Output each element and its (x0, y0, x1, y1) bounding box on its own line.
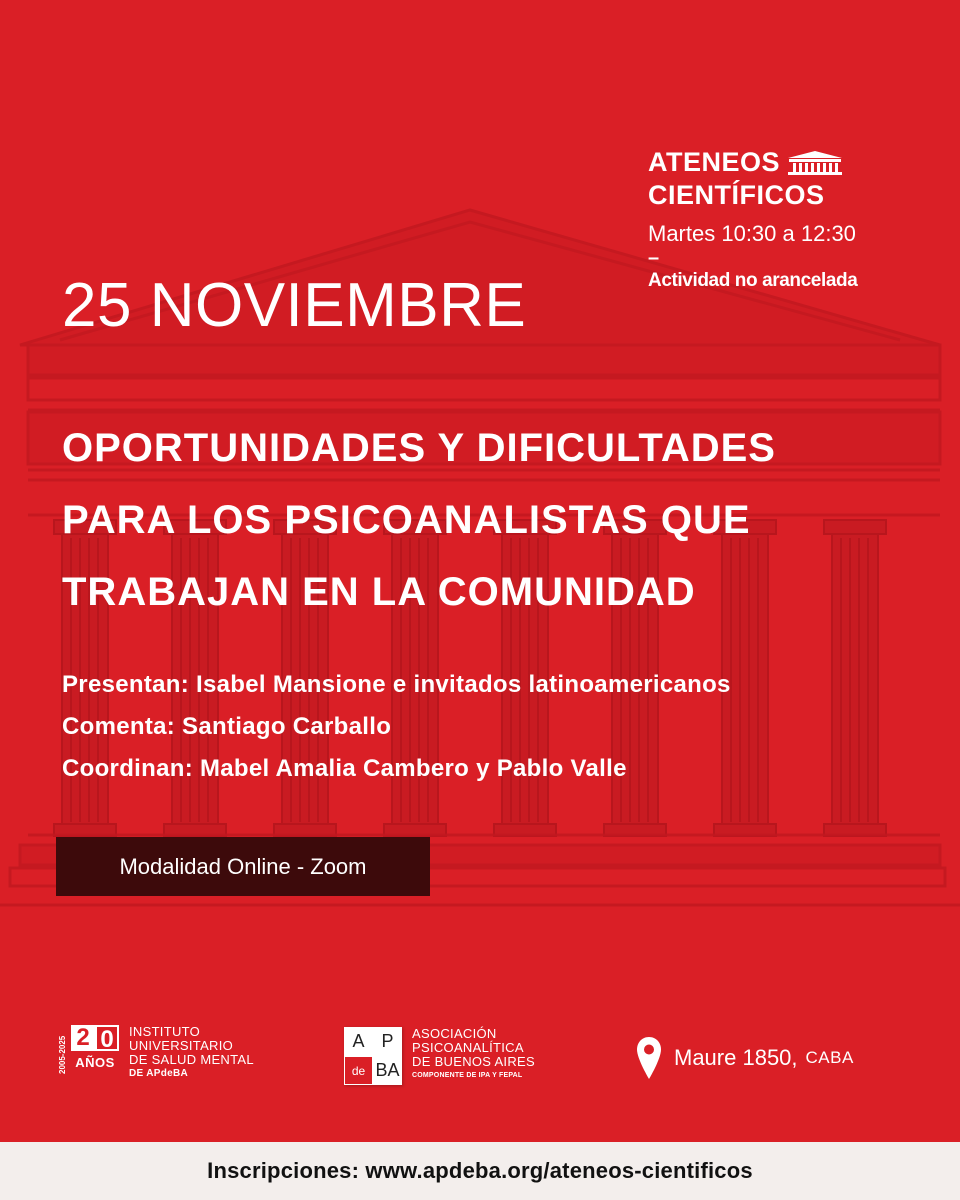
event-title-line: OPORTUNIDADES Y DIFICULTADES (62, 426, 776, 470)
commentator-line: Comenta: Santiago Carballo (62, 713, 392, 740)
iusm-line: DE APdeBA (129, 1068, 189, 1079)
event-title-line: PARA LOS PSICOANALISTAS QUE (62, 498, 751, 542)
apdeba-line: DE BUENOS AIRES (412, 1054, 535, 1069)
presenters-line: Presentan: Isabel Mansione e invitados latinoamericanos (62, 671, 731, 698)
iusm-anos: AÑOS (75, 1055, 115, 1070)
schedule: Martes 10:30 a 12:30 (648, 221, 856, 246)
apdeba-letter: A (344, 1027, 373, 1056)
fee-note: Actividad no arancelada (648, 270, 858, 291)
iusm-digit: 0 (95, 1025, 119, 1051)
map-pin-icon (636, 1036, 662, 1080)
series-title-line1: ATENEOS (648, 147, 781, 177)
apdeba-line: ASOCIACIÓN (412, 1026, 497, 1041)
modality-label: Modalidad Online - Zoom (119, 853, 367, 879)
iusm-line: DE SALUD MENTAL (129, 1052, 254, 1067)
temple-icon (786, 150, 844, 176)
apdeba-line: PSICOANALÍTICA (412, 1040, 524, 1055)
apdeba-line: COMPONENTE DE IPA Y FEPAL (412, 1072, 523, 1079)
apdeba-letter: BA (373, 1056, 402, 1085)
separator-dash: – (648, 247, 660, 269)
registration-link[interactable]: Inscripciones: www.apdeba.org/ateneos-cientificos (207, 1158, 753, 1183)
series-block (648, 146, 948, 292)
address-street: Maure 1850, (674, 1045, 798, 1070)
location (636, 1036, 854, 1080)
speakers-block (62, 664, 731, 790)
modality-badge (56, 837, 430, 896)
apdeba-letter: P (373, 1027, 402, 1056)
coordinators-line: Coordinan: Mabel Amalia Cambero y Pablo Valle (62, 755, 627, 782)
apdeba-letter: de (344, 1056, 373, 1085)
iusm-logo (58, 1025, 254, 1085)
iusm-years: 2005-2025 (58, 1035, 67, 1075)
address-city: CABA (805, 1048, 854, 1067)
event-title-line: TRABAJAN EN LA COMUNIDAD (62, 570, 696, 614)
apdeba-logo (344, 1027, 535, 1085)
event-date: 25 NOVIEMBRE (62, 271, 527, 340)
registration-footer (0, 1142, 960, 1200)
iusm-digit: 2 (71, 1025, 95, 1051)
series-title-line2: CIENTÍFICOS (648, 180, 825, 210)
iusm-line: UNIVERSITARIO (129, 1038, 234, 1053)
iusm-line: INSTITUTO (129, 1024, 201, 1039)
event-title (62, 412, 942, 628)
